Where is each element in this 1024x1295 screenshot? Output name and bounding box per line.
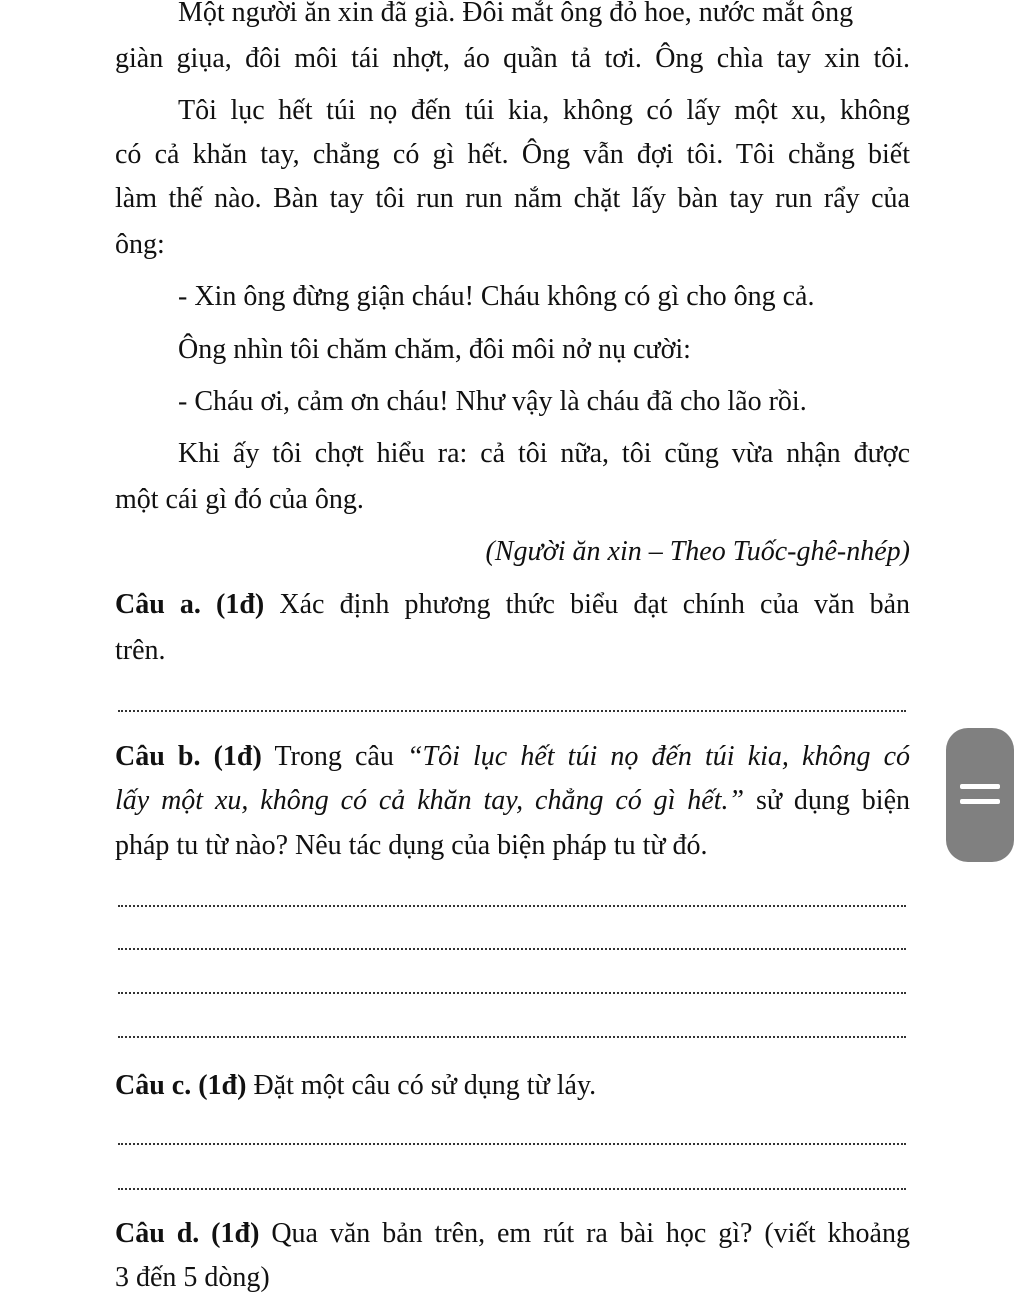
question-c-label: Câu c. (1đ) bbox=[115, 1070, 247, 1101]
question-d-text: Qua văn bản trên, em rút ra bài học gì? (viết khoảng bbox=[259, 1218, 910, 1249]
answer-line-a-1[interactable] bbox=[118, 710, 906, 712]
story-line-3: Tôi lục hết túi nọ đến túi kia, không có lấy một xu, không bbox=[178, 95, 910, 126]
question-c-text: Đặt một câu có sử dụng từ láy. bbox=[246, 1070, 597, 1101]
story-line-7: - Xin ông đừng giận cháu! Cháu không có gì cho ông cả. bbox=[178, 281, 815, 312]
story-line-2: giàn giụa, đôi môi tái nhợt, áo quần tả tơi. Ông chìa tay xin tôi. bbox=[115, 43, 910, 74]
question-d-line-2: 3 đến 5 dòng) bbox=[115, 1262, 270, 1293]
answer-line-b-1[interactable] bbox=[118, 905, 906, 907]
answer-line-b-3[interactable] bbox=[118, 992, 906, 994]
story-line-4: có cả khăn tay, chẳng có gì hết. Ông vẫn đợi tôi. Tôi chẳng biết bbox=[115, 139, 910, 170]
question-b-quote: “Tôi lục hết túi nọ đến túi kia, không có bbox=[406, 741, 910, 772]
grip-bar-top bbox=[960, 784, 1000, 789]
drag-handle-icon[interactable] bbox=[946, 728, 1014, 862]
answer-line-c-2[interactable] bbox=[118, 1188, 906, 1190]
question-a-label: Câu a. (1đ) bbox=[115, 589, 265, 620]
question-c-line-1 bbox=[115, 1069, 910, 1103]
question-b-line-1 bbox=[115, 740, 910, 774]
question-a-line-2: trên. bbox=[115, 635, 166, 666]
story-line-9: - Cháu ơi, cảm ơn cháu! Như vậy là cháu đã cho lão rồi. bbox=[178, 386, 807, 417]
story-line-8: Ông nhìn tôi chăm chăm, đôi môi nở nụ cười: bbox=[178, 334, 691, 365]
story-line-10: Khi ấy tôi chợt hiểu ra: cả tôi nữa, tôi cũng vừa nhận được bbox=[178, 438, 910, 469]
story-line-1: Một người ăn xin đã già. Đôi mắt ông đỏ hoe, nước mắt ông bbox=[178, 0, 854, 28]
story-line-6: ông: bbox=[115, 229, 165, 260]
story-source: (Người ăn xin – Theo Tuốc-ghê-nhép) bbox=[485, 536, 910, 567]
question-b-label: Câu b. (1đ) bbox=[115, 741, 262, 772]
question-d-line-1 bbox=[115, 1217, 910, 1251]
answer-line-b-2[interactable] bbox=[118, 948, 906, 950]
question-b-line-2 bbox=[115, 784, 910, 818]
answer-line-c-1[interactable] bbox=[118, 1143, 906, 1145]
question-b-text-cont: sử dụng biện bbox=[744, 785, 911, 816]
question-d-label: Câu d. (1đ) bbox=[115, 1218, 260, 1249]
story-line-11: một cái gì đó của ông. bbox=[115, 484, 364, 515]
grip-bar-bottom bbox=[960, 799, 1000, 804]
question-a-line-1 bbox=[115, 588, 910, 622]
question-b-quote-cont: lấy một xu, không có cả khăn tay, chẳng có gì hết.” bbox=[115, 785, 745, 816]
question-b-text: Trong câu bbox=[261, 741, 407, 772]
answer-line-b-4[interactable] bbox=[118, 1036, 906, 1038]
question-b-line-3: pháp tu từ nào? Nêu tác dụng của biện pháp tu từ đó. bbox=[115, 830, 708, 861]
question-a-text: Xác định phương thức biểu đạt chính của văn bản bbox=[264, 589, 911, 620]
story-line-5: làm thế nào. Bàn tay tôi run run nắm chặt lấy bàn tay run rẩy của bbox=[115, 183, 910, 214]
